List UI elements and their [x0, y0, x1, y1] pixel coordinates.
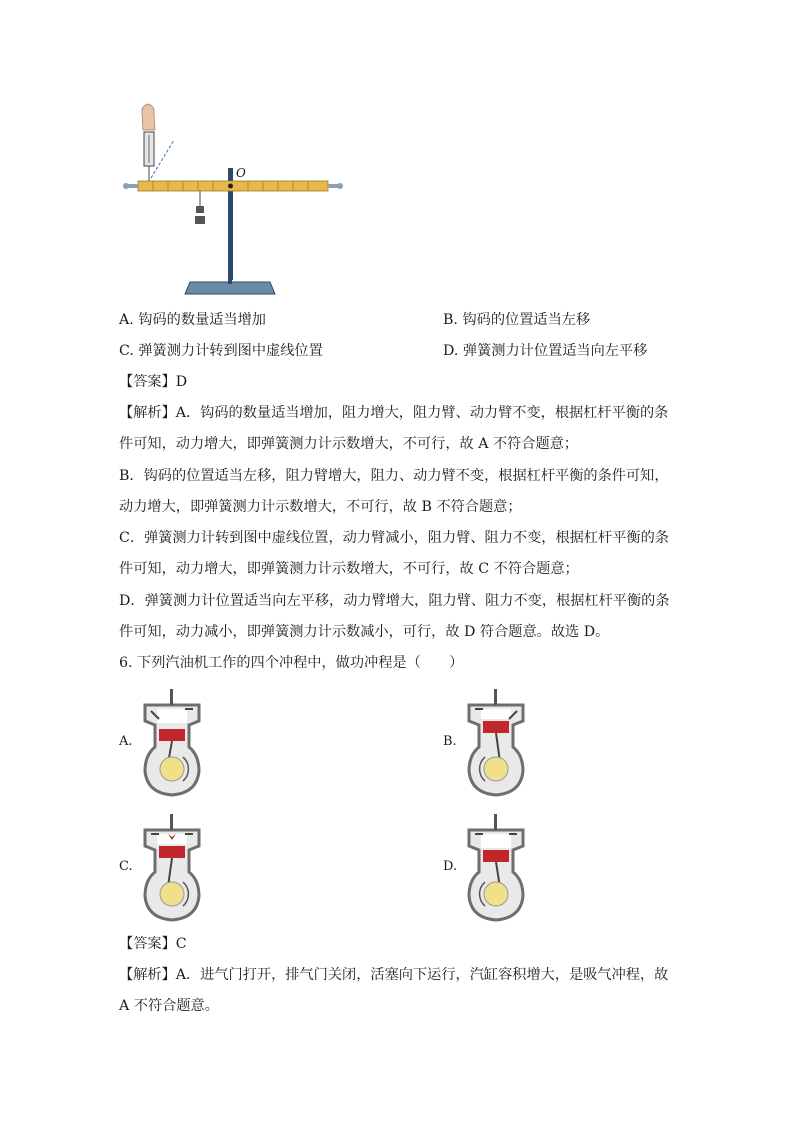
q5-option-d: D. 弹簧测力计位置适当向左平移: [443, 343, 648, 359]
engine-diagram-a: [137, 685, 207, 800]
hand: [142, 104, 155, 130]
pivot-label: O: [236, 166, 246, 180]
pivot-point: [228, 184, 233, 189]
q5-analysis-line: 【解析】A．钩码的数量适当增加，阻力增大，阻力臂、动力臂不变，根据杠杆平衡的条: [119, 405, 669, 421]
q5-analysis-line: B．钩码的位置适当左移，阻力臂增大，阻力、动力臂不变，根据杠杆平衡的条件可知，: [119, 468, 669, 484]
q6-option-letter-c: C.: [119, 859, 133, 874]
lever-figure: [118, 100, 358, 300]
q5-analysis-line: 动力增大，即弹簧测力计示数增大，不可行，故 B 不符合题意；: [119, 499, 522, 515]
q6-analysis-line: A 不符合题意。: [119, 998, 219, 1014]
engine-diagram-d: [461, 810, 531, 925]
engine-diagram-b: [461, 685, 531, 800]
q5-analysis-line: 件可知，动力减小，即弹簧测力计示数减小，可行，故 D 符合题意。故选 D。: [119, 624, 610, 640]
q5-option-b: B. 钩码的位置适当左移: [443, 312, 591, 328]
q5-option-c: C. 弹簧测力计转到图中虚线位置: [119, 343, 323, 359]
q5-analysis-line: D．弹簧测力计位置适当向左平移，动力臂增大，阻力臂、阻力不变，根据杠杆平衡的条: [119, 593, 670, 609]
q5-option-a: A. 钩码的数量适当增加: [119, 312, 266, 328]
q6-analysis-line: 【解析】A．进气门打开，排气门关闭，活塞向下运行，汽缸容积增大，是吸气冲程，故: [119, 967, 669, 983]
hook-weight: [196, 206, 204, 213]
q5-analysis-line: 件可知，动力增大，即弹簧测力计示数增大，不可行，故 A 不符合题意；: [119, 436, 579, 452]
q5-analysis-line: C．弹簧测力计转到图中虚线位置，动力臂减小，阻力臂、阻力不变，根据杠杆平衡的条: [119, 530, 669, 546]
q5-answer: 【答案】D: [119, 374, 188, 390]
q6-option-letter-b: B.: [443, 734, 457, 749]
q6-option-letter-d: D.: [443, 859, 458, 874]
q5-analysis-line: 件可知，动力增大，即弹簧测力计示数增大，不可行，故 C 不符合题意；: [119, 561, 579, 577]
q6-stem: 6. 下列汽油机工作的四个冲程中，做功冲程是（ ）: [119, 655, 464, 671]
engine-diagram-c: [137, 810, 207, 925]
q6-answer: 【答案】C: [119, 936, 187, 952]
q6-option-letter-a: A.: [119, 734, 133, 749]
